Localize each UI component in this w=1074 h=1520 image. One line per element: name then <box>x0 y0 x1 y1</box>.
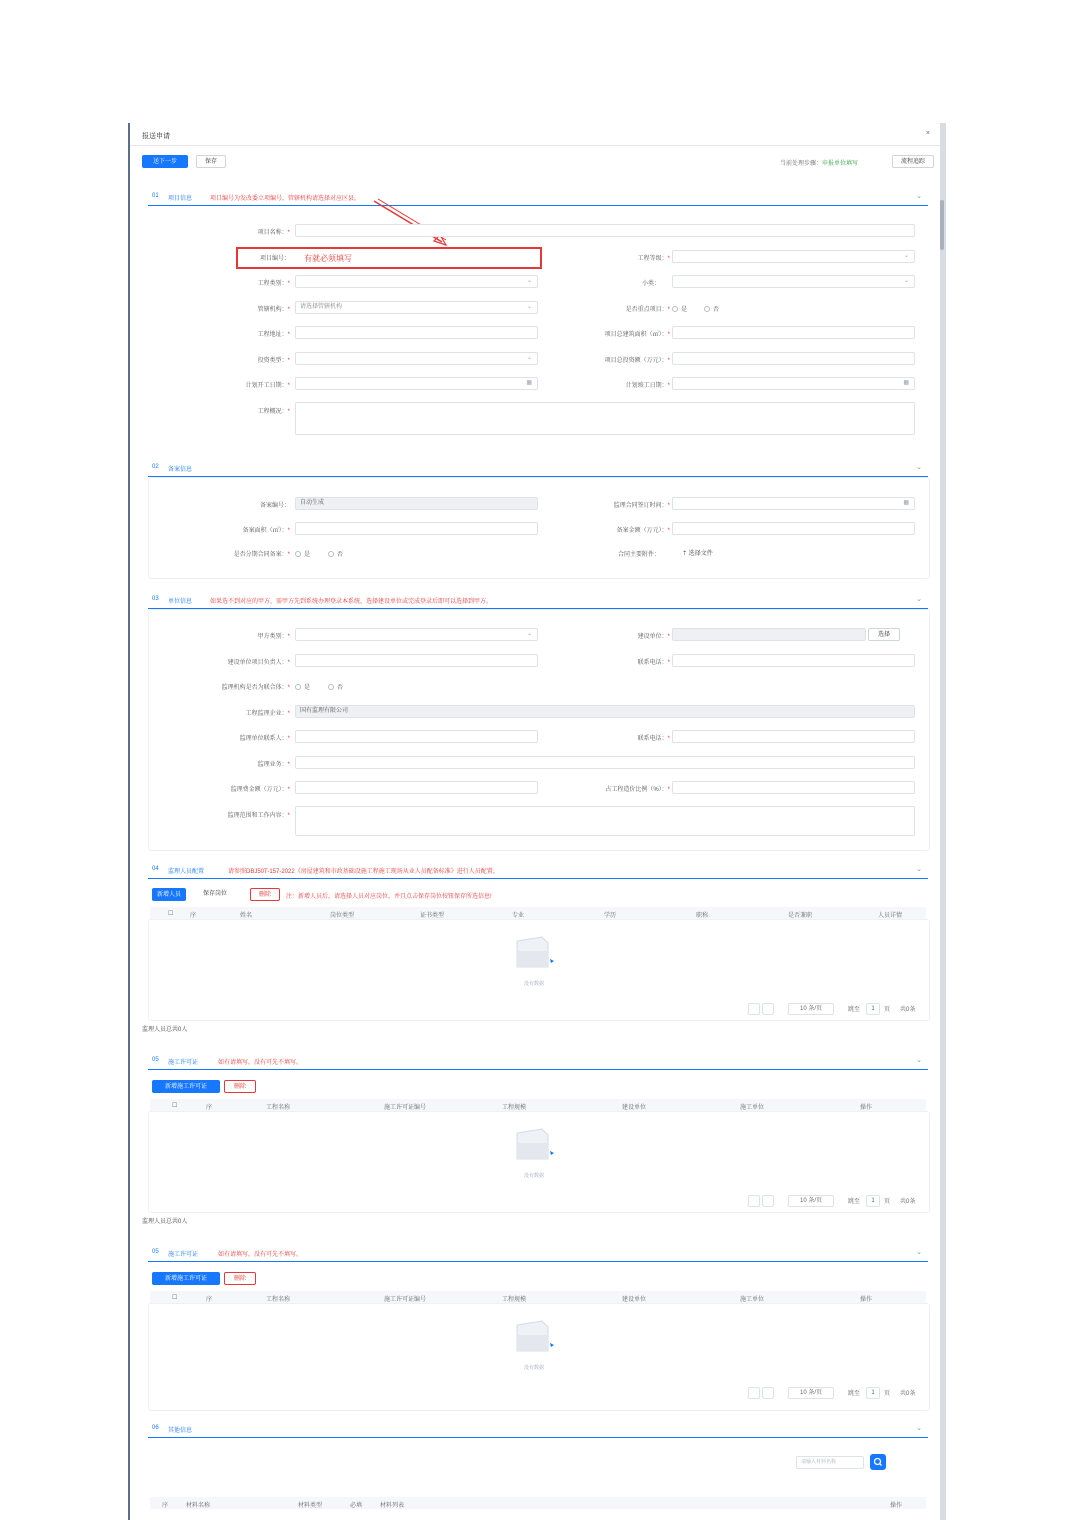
supervision-company-input: 国有监理有限公司 <box>295 705 915 718</box>
contact-phone-input[interactable] <box>672 654 915 667</box>
next-page-button[interactable] <box>762 1387 774 1399</box>
col-project-name: 工程名称 <box>266 1297 291 1303</box>
section-title: 施工许可证 <box>168 1060 199 1066</box>
section-title: 监理人员配置 <box>168 869 205 875</box>
col-scale: 工程规模 <box>502 1105 527 1111</box>
col-material-list: 材料列表 <box>380 1503 405 1509</box>
label-builder-leader: 建设单位项目负责人：* <box>227 660 290 666</box>
prev-page-button[interactable] <box>748 1195 760 1207</box>
delete-permit-button[interactable]: 删除 <box>224 1272 256 1285</box>
label-address: 工程地址：* <box>257 332 290 338</box>
chevron-down-icon[interactable]: ⌄ <box>916 866 922 873</box>
section-note: 如有请填写，没有可先不填写。 <box>218 1060 303 1066</box>
label-total-investment: 项目总投资额（万元）：* <box>604 358 670 364</box>
page-jump-input[interactable]: 1 <box>866 1387 880 1399</box>
project-name-input[interactable] <box>295 224 915 237</box>
project-level-select[interactable] <box>672 250 915 263</box>
col-scale: 工程规模 <box>502 1297 527 1303</box>
record-amount-input[interactable] <box>672 522 915 535</box>
add-permit-button[interactable]: 新增施工许可证 <box>152 1080 220 1093</box>
calendar-icon: ▦ <box>526 380 532 386</box>
chevron-down-icon[interactable]: ⌄ <box>916 1249 922 1256</box>
col-index: 序 <box>206 1297 213 1303</box>
section-number: 06 <box>152 1425 159 1431</box>
col-major: 专业 <box>512 913 525 919</box>
col-required: 必填 <box>350 1503 363 1509</box>
upload-icon: ⇡ <box>682 551 688 557</box>
section-note: 如果选不到对应的甲方，需甲方先到系统办理登录本系统，选择建设单位或完成登录后即可以选择到甲方。 <box>210 599 493 605</box>
label-plan-start: 计划开工日期：* <box>245 383 290 389</box>
label-party-a-type: 甲方类别：* <box>257 634 290 640</box>
chevron-down-icon: ⌄ <box>526 355 532 361</box>
section-record-info[interactable] <box>148 462 928 477</box>
label-total-area: 项目总建筑面积（㎡）：* <box>604 332 670 338</box>
window-scrollbar-thumb[interactable] <box>940 200 944 250</box>
section-number: 01 <box>152 193 159 199</box>
label-is-joint: 监理机构是否为联合体：* <box>221 685 290 691</box>
label-project-code: 项目编号： <box>259 256 290 262</box>
personnel-summary: 监理人员总共0人 <box>142 1027 188 1033</box>
section-title: 其他信息 <box>168 1428 193 1434</box>
add-permit-button[interactable]: 新增施工许可证 <box>152 1272 220 1285</box>
label-supervision-contact: 监理单位联系人：* <box>239 736 290 742</box>
page-size-select[interactable]: 10 条/页 <box>788 1387 834 1399</box>
split-contract-radio-no[interactable]: 否 <box>328 549 343 558</box>
chevron-down-icon[interactable]: ⌄ <box>916 596 922 603</box>
current-step-info <box>780 158 858 167</box>
calendar-icon: ▦ <box>903 380 909 386</box>
current-step-label: 当前处理步骤： <box>780 161 823 167</box>
party-a-type-select[interactable] <box>295 628 538 641</box>
chevron-down-icon: ⌄ <box>903 278 909 284</box>
label-project-level: 工程等级：* <box>637 256 670 262</box>
label-authority: 管辖机构：* <box>257 307 290 313</box>
total-investment-input[interactable] <box>672 352 915 365</box>
calendar-icon: ▦ <box>903 500 909 506</box>
section-permit-b[interactable] <box>148 1247 928 1262</box>
section-title: 单位信息 <box>168 599 193 605</box>
overview-textarea[interactable] <box>295 402 915 435</box>
plan-end-date[interactable] <box>672 377 915 390</box>
label-contract-date: 监理合同签订时间：* <box>613 503 670 509</box>
select-all-checkbox[interactable]: ☐ <box>168 911 174 917</box>
col-post-type: 岗位类型 <box>330 913 355 919</box>
supervision-scope-input[interactable] <box>295 756 915 769</box>
label-record-no: 备案编号： <box>259 503 290 509</box>
col-part-time: 是否兼职 <box>788 913 813 919</box>
is-key-radio-no[interactable]: 否 <box>704 304 719 313</box>
label-scope-content: 监理范围和工作内容：* <box>227 813 290 819</box>
label-builder: 建设单位：* <box>637 634 670 640</box>
label-sub-category: 小类： <box>641 281 660 287</box>
split-contract-radio-yes[interactable]: 是 <box>295 549 310 558</box>
label-supervision-fee: 监理费金额（万元）：* <box>230 787 290 793</box>
label-contract-attachment: 合同主要附件： <box>617 552 660 558</box>
next-step-button[interactable]: 送下一步 <box>142 155 188 168</box>
page-size-select[interactable]: 10 条/页 <box>788 1195 834 1207</box>
section-note: 如有请填写，没有可先不填写。 <box>218 1252 303 1258</box>
col-actions: 操作 <box>860 1297 873 1303</box>
label-fee-ratio: 占工程造价比例（%）：* <box>605 787 670 793</box>
choose-file-button[interactable]: ⇡ 选择文件 <box>682 551 713 557</box>
label-overview: 工程概况：* <box>257 409 290 415</box>
current-step-value: 申报单位填写 <box>822 161 859 167</box>
section-other-info[interactable] <box>148 1423 928 1438</box>
total-count: 共0条 <box>900 1391 916 1397</box>
delete-permit-button[interactable]: 删除 <box>224 1080 256 1093</box>
section-personnel[interactable] <box>148 864 928 879</box>
section-number: 05 <box>152 1249 159 1255</box>
plan-start-date[interactable] <box>295 377 538 390</box>
dialog-toolbar <box>130 151 942 173</box>
permit-pagination: 10 条/页 跳至 1 页 共0条 <box>748 1387 928 1399</box>
empty-text: 没有数据 <box>524 1173 545 1179</box>
project-category-select[interactable] <box>295 275 538 288</box>
label-project-name: 项目名称：* <box>257 230 290 236</box>
permit-table-header <box>150 1099 926 1111</box>
add-person-button[interactable]: 新增人员 <box>152 888 186 901</box>
chevron-down-icon: ⌄ <box>903 253 909 259</box>
is-key-radio-yes[interactable]: 是 <box>672 304 687 313</box>
prev-page-button[interactable] <box>748 1003 760 1015</box>
chevron-down-icon: ⌄ <box>526 278 532 284</box>
address-input[interactable] <box>295 326 538 339</box>
dialog-titlebar <box>130 123 942 146</box>
col-cert-type: 证书类型 <box>420 913 445 919</box>
builder-input <box>672 628 866 641</box>
sub-category-select[interactable] <box>672 275 915 288</box>
col-actions: 操作 <box>890 1503 903 1509</box>
label-is-split-contract: 是否分期合同备案：* <box>233 552 290 558</box>
search-icon <box>870 1454 886 1470</box>
authority-select[interactable]: 请选择管辖机构 ⌄ <box>295 301 538 314</box>
col-material-type: 材料类型 <box>298 1503 323 1509</box>
label-investment-type: 投资类型：* <box>257 358 290 364</box>
col-person-detail: 人员详情 <box>878 913 903 919</box>
personnel-tip: 注：新增人员后，请选择人员对应岗位，并且点击保存岗位按钮保存所选信息! <box>286 894 492 900</box>
col-material-name: 材料名称 <box>186 1503 211 1509</box>
material-table-header <box>150 1497 926 1509</box>
fee-ratio-input[interactable] <box>672 781 915 794</box>
supervision-fee-input[interactable] <box>295 781 538 794</box>
callout-text: 有就必须填写 <box>304 254 352 263</box>
dialog-title: 报送申请 <box>142 133 170 140</box>
record-area-input[interactable] <box>295 522 538 535</box>
col-education: 学历 <box>604 913 617 919</box>
label-supervision-scope: 监理业务：* <box>257 762 290 768</box>
save-button[interactable]: 保存 <box>196 155 226 168</box>
chevron-down-icon[interactable]: ⌄ <box>916 1057 922 1064</box>
scope-content-textarea[interactable] <box>295 806 915 836</box>
section-number: 02 <box>152 464 159 470</box>
col-actions: 操作 <box>860 1105 873 1111</box>
permit-summary: 监理人员总共0人 <box>142 1219 188 1225</box>
total-area-input[interactable] <box>672 326 915 339</box>
chevron-down-icon[interactable]: ⌄ <box>916 1425 922 1432</box>
window-scrollbar[interactable] <box>940 123 946 1520</box>
page-jump-input[interactable]: 1 <box>866 1003 880 1015</box>
next-page-button[interactable] <box>762 1195 774 1207</box>
record-no-input: 自动生成 <box>295 497 538 510</box>
permit-pagination: 10 条/页 跳至 1 页 共0条 <box>748 1195 928 1207</box>
col-permit-no: 施工许可证编号 <box>384 1105 427 1111</box>
prev-page-button[interactable] <box>748 1387 760 1399</box>
col-constructor: 施工单位 <box>740 1297 765 1303</box>
col-builder: 建设单位 <box>622 1105 647 1111</box>
col-constructor: 施工单位 <box>740 1105 765 1111</box>
section-unit-info[interactable] <box>148 594 928 609</box>
section-note: 项目编号为发改委立项编号，管辖机构请选择对应区县。 <box>210 196 361 202</box>
contract-date-input[interactable] <box>672 497 915 510</box>
section-note: 请参照DBJ50T-157-2022《房屋建筑和市政基础设施工程施工现场从业人员配备标准》进行人员配置。 <box>228 869 499 875</box>
empty-data-icon <box>514 1123 554 1163</box>
label-supervision-company: 工程监理企业：* <box>245 711 290 717</box>
choose-builder-button[interactable]: 选择 <box>868 628 900 641</box>
section-number: 05 <box>152 1057 159 1063</box>
total-count: 共0条 <box>900 1199 916 1205</box>
chevron-down-icon: ⌄ <box>526 304 532 310</box>
joint-radio-no[interactable]: 否 <box>328 682 343 691</box>
contact-phone-2-input[interactable] <box>672 730 915 743</box>
select-all-checkbox[interactable]: ☐ <box>172 1103 178 1109</box>
personnel-table-header <box>150 907 926 919</box>
permit-table-header <box>150 1291 926 1303</box>
col-permit-no: 施工许可证编号 <box>384 1297 427 1303</box>
label-contact-phone: 联系电话：* <box>637 660 670 666</box>
personnel-pagination: 10 条/页 跳至 1 页 共0条 <box>748 1003 928 1015</box>
label-contact-phone-2: 联系电话：* <box>637 736 670 742</box>
col-index: 序 <box>190 913 197 919</box>
section-project-info[interactable] <box>148 191 928 206</box>
select-all-checkbox[interactable]: ☐ <box>172 1295 178 1301</box>
save-post-button[interactable]: 保存岗位 <box>202 891 227 897</box>
col-title: 职称 <box>696 913 709 919</box>
section-number: 03 <box>152 596 159 602</box>
close-icon[interactable]: × <box>925 130 930 137</box>
page-jump-input[interactable]: 1 <box>866 1195 880 1207</box>
col-project-name: 工程名称 <box>266 1105 291 1111</box>
label-plan-end: 计划竣工日期：* <box>625 383 670 389</box>
label-record-amount: 备案金额（万元）：* <box>616 528 670 534</box>
chevron-down-icon[interactable]: ⌄ <box>916 193 922 200</box>
search-button[interactable] <box>870 1454 886 1470</box>
chevron-down-icon[interactable]: ⌄ <box>916 464 922 471</box>
report-dialog <box>128 123 948 1520</box>
col-index: 序 <box>162 1503 169 1509</box>
section-title: 项目信息 <box>168 196 193 202</box>
builder-leader-input[interactable] <box>295 654 538 667</box>
total-count: 共0条 <box>900 1007 916 1013</box>
supervision-contact-input[interactable] <box>295 730 538 743</box>
label-project-category: 工程类别：* <box>257 281 290 287</box>
col-index: 序 <box>206 1105 213 1111</box>
material-search-input[interactable]: 请输入材料名称 <box>796 1456 864 1469</box>
chevron-down-icon: ⌄ <box>526 631 532 637</box>
section-title: 备案信息 <box>168 467 193 473</box>
next-page-button[interactable] <box>762 1003 774 1015</box>
delete-person-button[interactable]: 删除 <box>250 888 280 901</box>
empty-text: 没有数据 <box>524 1365 545 1371</box>
empty-data-icon <box>514 1315 554 1355</box>
label-is-key: 是否重点项目：* <box>625 307 670 313</box>
investment-type-select[interactable] <box>295 352 538 365</box>
process-trace-button[interactable]: 流程追踪 <box>892 155 934 168</box>
empty-text: 没有数据 <box>524 981 545 987</box>
col-name: 姓名 <box>240 913 253 919</box>
label-record-area: 备案面积（㎡）：* <box>242 528 290 534</box>
section-title: 施工许可证 <box>168 1252 199 1258</box>
page-size-select[interactable]: 10 条/页 <box>788 1003 834 1015</box>
empty-data-icon <box>514 931 554 971</box>
section-number: 04 <box>152 866 159 872</box>
section-permit-a[interactable] <box>148 1055 928 1070</box>
col-builder: 建设单位 <box>622 1297 647 1303</box>
annotation-arrow-icon <box>360 195 460 250</box>
joint-radio-yes[interactable]: 是 <box>295 682 310 691</box>
